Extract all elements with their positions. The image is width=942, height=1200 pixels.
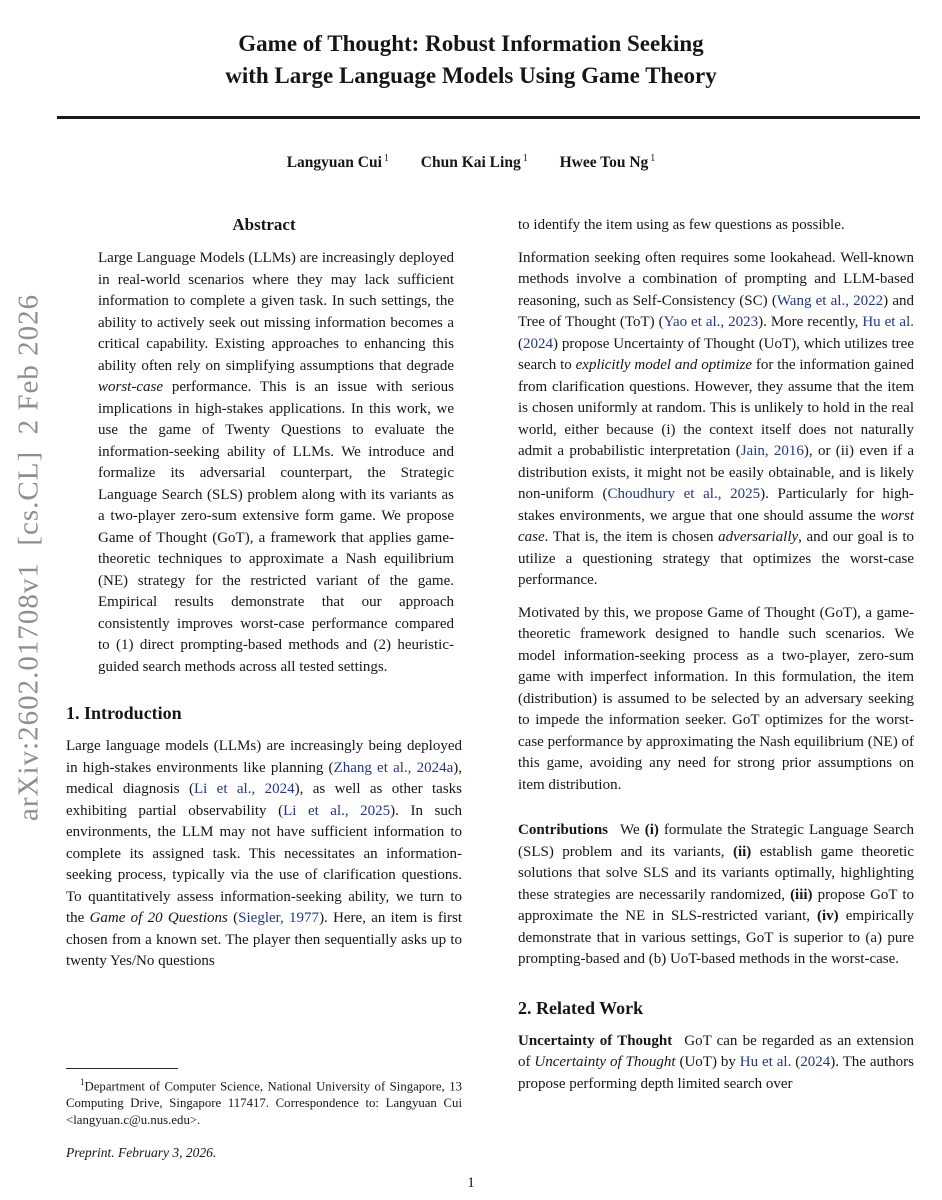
- authors-row: [0, 153, 942, 172]
- page-number: 1: [467, 1175, 475, 1191]
- text-segment: (: [791, 1054, 801, 1070]
- citation-link[interactable]: Siegler, 1977: [238, 910, 320, 926]
- text-segment: GoT can be regarded as an extension of: [518, 1032, 914, 1070]
- preprint-notice: Preprint. February 3, 2026.: [66, 1144, 217, 1160]
- text-segment: adversarially: [718, 529, 799, 545]
- text-segment: (iii): [790, 886, 813, 903]
- citation-link[interactable]: 2024: [800, 1054, 831, 1070]
- text-segment: Uncertainty of Thought: [534, 1054, 676, 1070]
- paragraph: [518, 1031, 914, 1096]
- text-segment: (iv): [817, 908, 839, 924]
- footnote-divider: [66, 1068, 178, 1069]
- citation-link[interactable]: Hu et al.: [739, 1054, 792, 1070]
- title-line-2: with Large Language Models Using Game Theory: [225, 63, 717, 88]
- citation-link[interactable]: Li et al., 2024: [193, 781, 295, 797]
- text-segment: (i): [644, 822, 659, 838]
- text-segment: We: [620, 822, 645, 838]
- author-name: Hwee Tou Ng: [559, 154, 649, 172]
- citation-link[interactable]: Li et al., 2025: [283, 802, 391, 819]
- text-segment: ). The authors propose performing depth limited search over: [518, 1054, 915, 1092]
- text-segment: for the information gained from clarification questions. However, they assume that the item is chosen uniformly at random. This is unlikely to hold in the real world, either because (i) the context itself does not naturally admit a probabilistic interpretation (: [518, 357, 914, 459]
- footnote-text: Department of Computer Science, National University of Singapore, 13 Computing Drive, Singapore 117417. Correspondence to: Langyuan Cui <langyuan.c@u.nus.edu>.: [66, 1079, 462, 1127]
- text-segment: explicitly model and optimize: [575, 357, 753, 373]
- text-segment: Information seeking often requires some lookahead. Well-known methods involve a combination of prompting and LLM-based reasoning, such as Self-Consistency (SC) (: [518, 249, 914, 309]
- author-name: Langyuan Cui: [286, 154, 382, 172]
- text-segment: to identify the item using as few questions as possible.: [518, 217, 845, 233]
- text-segment: ). In such environments, the LLM may not have sufficient information to complete its assigned task. This necessitates an information-seeking process, typically via the use of clarification questions. To quantitatively assess information-seeking ability, we turn to the: [66, 802, 462, 926]
- text-segment: Contributions: [518, 822, 609, 838]
- author-name: Chun Kai Ling: [420, 154, 521, 172]
- text-segment: performance. This is an issue with serious implications in high-stakes applications. In this work, we use the game of Twenty Questions to evaluate the information-seeking ability of LLMs. We introduce and formalize its adversarial counterpart, the Strategic Language Search (SLS) problem along with its variants as a two-player zero-sum extensive form game. We propose Game of Thought (GoT), a framework that applies game-theoretic techniques to approximate a Nash equilibrium (NE) strategy for the restricted variant of the game. Empirical results demonstrate that our approach consistently improves worst-case performance compared to (1) direct prompting-based methods and (2) heuristic-guided search methods across all tested settings.: [98, 379, 454, 675]
- text-segment: establish game theoretic solutions that solve SLS and its variants optimally, highlighting these strategies are necessarily randomized,: [518, 843, 914, 903]
- paragraph: [518, 248, 914, 592]
- text-segment: (: [518, 335, 523, 352]
- text-segment: ) propose Uncertainty of Thought (UoT), which utilizes tree search to: [518, 335, 914, 373]
- text-segment: ). More recently,: [758, 314, 863, 330]
- text-segment: formulate the Strategic Language Search (SLS) problem and its variants,: [518, 822, 914, 860]
- title-line-1: Game of Thought: Robust Information Seeking: [238, 31, 704, 56]
- author: [560, 154, 656, 171]
- two-column-body: [66, 215, 915, 1163]
- author-affiliation-sup: 1: [650, 153, 656, 164]
- abstract-paragraph: [98, 248, 454, 678]
- text-segment: Motivated by this, we propose Game of Thought (GoT), a game-theoretic framework designed to handle such scenarios. We model information-seeking process as a two-player, zero-sum game with imperfect information. In this formulation, the item (distribution) is assumed to be selected by an adversary seeking to impede the information seeker. GoT optimizes for the worst-case performance by approximating the Nash equilibrium (NE) of this game, avoiding any need for strong prior assumptions on item distribution.: [518, 604, 914, 793]
- citation-link[interactable]: Zhang et al., 2024a: [333, 759, 454, 776]
- text-segment: ). Here, an item is first chosen from a known set. The player then sequentially asks up to twenty Yes/No questions: [66, 910, 463, 969]
- footnote-marker: 1: [80, 1076, 85, 1087]
- text-segment: (UoT) by: [675, 1054, 740, 1070]
- contributions-paragraph: [518, 820, 914, 971]
- text-segment: , and our goal is to utilize a questioning strategy that optimizes the worst-case performance.: [518, 529, 914, 588]
- text-segment: worst-case: [98, 379, 163, 395]
- paper-title: [0, 28, 942, 92]
- citation-link[interactable]: 2024: [523, 335, 553, 352]
- author-affiliation-sup: 1: [522, 153, 528, 164]
- author-affiliation-sup: 1: [383, 153, 389, 164]
- text-segment: ), medical diagnosis (: [66, 759, 462, 797]
- text-segment: . That is, the item is chosen: [544, 529, 719, 545]
- text-segment: Large Language Models (LLMs) are increasingly deployed in real-world scenarios where they may lack sufficient information to complete a given task. In such settings, the ability to actively seek out missing information becomes a critical capability. Existing approaches to enhancing this ability often rely on simplifying assumptions that degrade: [98, 250, 454, 374]
- citation-link[interactable]: Jain, 2016: [740, 443, 804, 459]
- text-segment: ), as well as other tasks exhibiting partial observability (: [66, 781, 462, 819]
- text-segment: ), or (ii) even if a distribution exists, it might not be easily obtainable, and is likely non-uniform (: [518, 443, 915, 502]
- paragraph: [66, 736, 462, 973]
- text-segment: worst case: [518, 507, 914, 545]
- citation-link[interactable]: Wang et al., 2022: [776, 292, 884, 309]
- title-divider: [57, 116, 920, 119]
- citation-link[interactable]: Yao et al., 2023: [663, 314, 759, 330]
- paragraph: [518, 603, 914, 797]
- section-heading-related-work: 2. Related Work: [518, 997, 644, 1018]
- author: [421, 154, 528, 171]
- text-segment: (ii): [732, 843, 752, 860]
- text-segment: Uncertainty of Thought: [518, 1032, 673, 1049]
- text-segment: (: [227, 910, 239, 926]
- abstract-heading: Abstract: [232, 215, 296, 234]
- text-segment: ). Particularly for high-stakes environments, we argue that one should assume the: [518, 486, 914, 524]
- citation-link[interactable]: Hu et al.: [862, 314, 914, 330]
- arxiv-watermark: arXiv:2602.01708v1 [cs.CL] 2 Feb 2026: [12, 293, 45, 822]
- footnote: [66, 1074, 462, 1129]
- footnote-block: [66, 1068, 462, 1163]
- text-segment: empirically demonstrate that in various settings, GoT is superior to (a) pure prompting-based and (b) UoT-based methods in the worst-case.: [518, 908, 914, 967]
- right-column: [518, 215, 914, 1163]
- text-segment: ) and Tree of Thought (ToT) (: [518, 292, 914, 330]
- left-column: [66, 215, 462, 1163]
- text-segment: propose GoT to approximate the NE in SLS-restricted variant,: [518, 886, 914, 924]
- section-heading-introduction: 1. Introduction: [66, 703, 182, 723]
- text-segment: Large language models (LLMs) are increasingly being deployed in high-stakes environments like planning (: [66, 738, 462, 776]
- text-segment: Game of 20 Questions: [89, 910, 228, 926]
- author: [287, 154, 389, 171]
- paragraph: [518, 215, 914, 237]
- citation-link[interactable]: Choudhury et al., 2025: [607, 486, 761, 502]
